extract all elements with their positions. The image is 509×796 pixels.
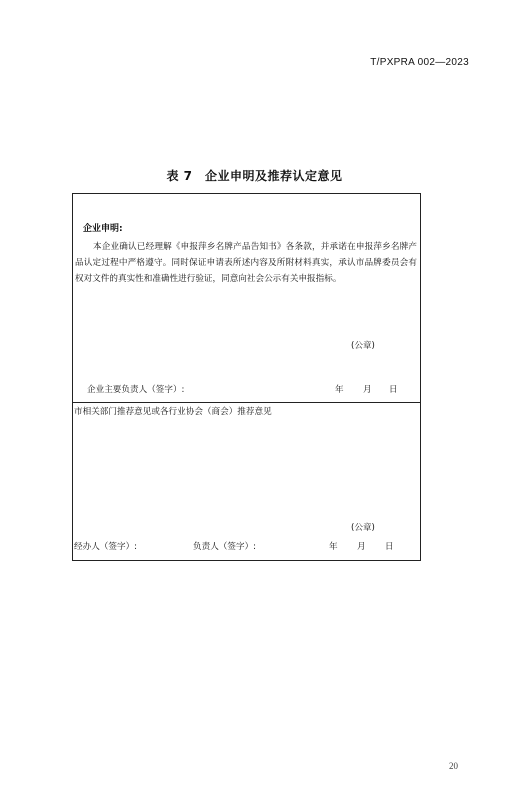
declaration-heading: 企业申明: (83, 224, 123, 234)
declaration-form-table (72, 193, 421, 561)
declaration-text: 本企业确认已经理解《申报萍乡名牌产品告知书》各条款，并承诺在申报萍乡名牌产品认定过程中严格遵守。同时保证申请表所述内容及所附材料真实，承认市品牌委员会有权对文件的真实性和准确性进行验证，同意向社会公示有关申报指标。 (75, 242, 417, 284)
enterprise-signer-label: 企业主要负责人（签字）: (87, 385, 185, 395)
date-day-label: 日 (389, 385, 398, 395)
recommendation-heading: 市相关部门推荐意见或各行业协会（商会）推荐意见 (74, 407, 272, 417)
recommendation-section (73, 403, 420, 560)
date-year-label: 年 (335, 385, 344, 395)
responsible-signature-label: 负责人（签字）: (193, 542, 257, 552)
date-year-label: 年 (329, 542, 338, 552)
official-seal-label: (公章) (351, 341, 375, 351)
enterprise-declaration-section (73, 194, 420, 403)
table-title: 表 7 企业申明及推荐认定意见 (166, 169, 343, 183)
date-month-label: 月 (363, 385, 372, 395)
document-code: T/PXPRA 002—2023 (370, 57, 469, 68)
page-number: 20 (449, 761, 458, 771)
official-seal-label: (公章) (351, 523, 375, 533)
date-day-label: 日 (385, 542, 394, 552)
handler-signature-label: 经办人（签字）: (74, 542, 138, 552)
date-month-label: 月 (357, 542, 366, 552)
